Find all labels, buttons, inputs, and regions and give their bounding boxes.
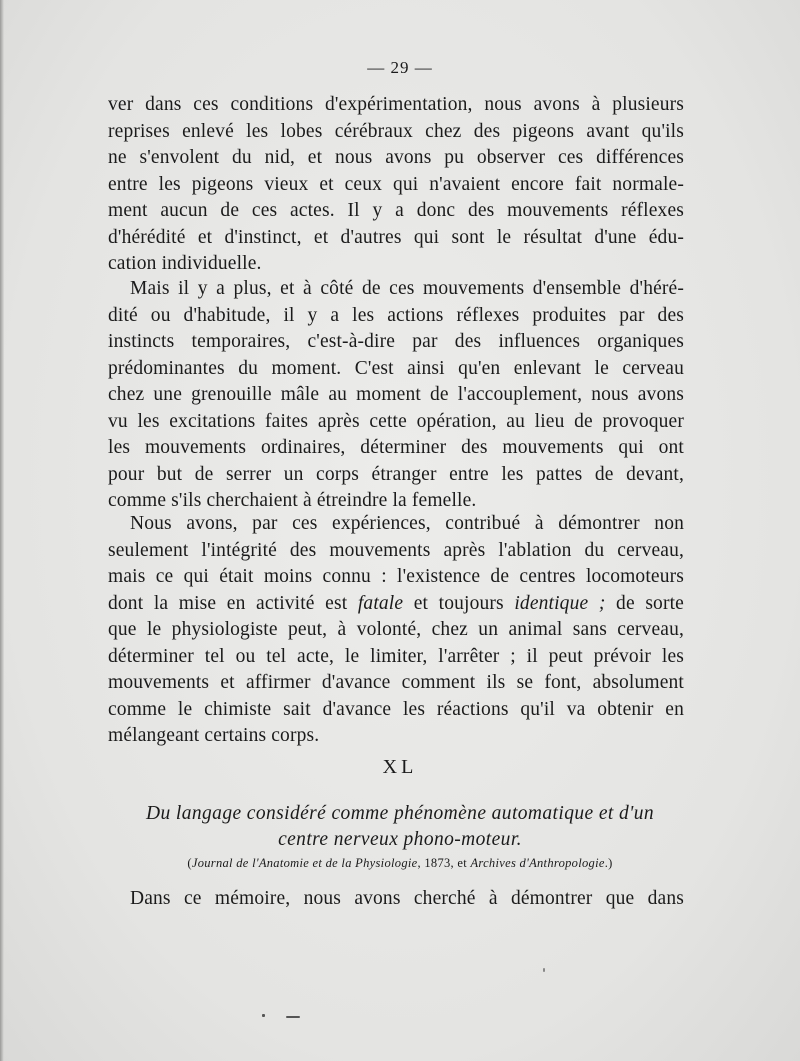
- ink-speck: [262, 1014, 265, 1017]
- text-line: que le physiologiste peut, à volonté, chez un animal sans cerveau,: [108, 619, 684, 640]
- text-line: cation individuelle.: [108, 253, 262, 274]
- text-span: dont la mise en activité est: [108, 592, 358, 614]
- bibliographic-reference: [0, 856, 800, 871]
- text-line: mouvements et affirmer d'avance comment ils se font, absolument: [108, 672, 684, 693]
- text-line: pour but de serrer un corps étranger entre les pattes de devant,: [108, 463, 684, 485]
- text-line: Nous avons, par ces expériences, contribué à démontrer non: [130, 513, 684, 534]
- text-line: mélangeant certains corps.: [108, 725, 320, 746]
- text-line: entre les pigeons vieux et ceux qui n'avaient encore fait normale-: [108, 173, 684, 195]
- section-number: XL: [382, 756, 418, 778]
- text-line: Mais il y a plus, et à côté de ces mouvements d'ensemble d'héré-: [130, 278, 684, 299]
- text-line: d'hérédité et d'instinct, et d'autres qui sont le résultat d'une édu-: [108, 226, 684, 248]
- ink-speck: [286, 1016, 300, 1018]
- section-subtitle: [100, 801, 700, 853]
- subtitle-line: Du langage considéré comme phénomène automatique et d'un: [146, 803, 654, 824]
- reference-journal: Journal de l'Anatomie et de la Physiologie: [191, 856, 418, 870]
- ink-speck: [543, 968, 545, 972]
- text-line: instincts temporaires, c'est-à-dire par des influences organiques: [108, 331, 684, 352]
- reference-text: (: [187, 856, 192, 870]
- text-line: comme le chimiste sait d'avance les réactions qu'il va obtenir en: [108, 698, 684, 720]
- reference-text: .): [604, 856, 613, 870]
- text-line: déterminer tel ou tel acte, le limiter, l'arrêter ; il peut prévoir les: [108, 645, 684, 667]
- text-line: ver dans ces conditions d'expérimentation, nous avons à plusieurs: [108, 94, 684, 115]
- paragraph-4: [108, 886, 684, 913]
- text-span: et toujours: [403, 592, 515, 614]
- text-line: seulement l'intégrité des mouvements après l'ablation du cerveau,: [108, 539, 684, 561]
- text-line-with-italics: [108, 591, 684, 618]
- italic-word-identique: identique ;: [514, 592, 606, 614]
- text-span: de sorte: [605, 592, 684, 614]
- text-line: Dans ce mémoire, nous avons cherché à démontrer que dans: [130, 888, 684, 909]
- text-line: ne s'envolent du nid, et nous avons pu observer ces différences: [108, 147, 684, 168]
- reference-text: , 1873, et: [417, 856, 471, 870]
- text-line: reprises enlevé les lobes cérébraux chez des pigeons avant qu'ils: [108, 120, 684, 142]
- text-line: ment aucun de ces actes. Il y a donc des mouvements réflexes: [108, 200, 684, 221]
- reference-archives: Archives d'Anthropologie: [470, 856, 605, 870]
- subtitle-line: centre nerveux phono-moteur.: [278, 829, 522, 850]
- text-line: les mouvements ordinaires, déterminer des mouvements qui ont: [108, 437, 684, 458]
- text-line: prédominantes du moment. C'est ainsi qu'en enlevant le cerveau: [108, 357, 684, 379]
- text-line: chez une grenouille mâle au moment de l'accouplement, nous avons: [108, 384, 684, 405]
- page-number: — 29 —: [367, 58, 433, 77]
- italic-word-fatale: fatale: [357, 592, 404, 614]
- text-line: vu les excitations faites après cette opération, au lieu de provoquer: [108, 410, 684, 432]
- text-line: mais ce qui était moins connu : l'existence de centres locomoteurs: [108, 566, 684, 587]
- paragraph-2: [108, 276, 684, 515]
- text-line: dité ou d'habitude, il y a les actions réflexes produites par des: [108, 304, 684, 326]
- paragraph-3: [108, 511, 684, 750]
- page-edge-shadow: [0, 0, 4, 1061]
- paragraph-1: [108, 92, 684, 278]
- text-line: comme s'ils cherchaient à étreindre la femelle.: [108, 490, 477, 511]
